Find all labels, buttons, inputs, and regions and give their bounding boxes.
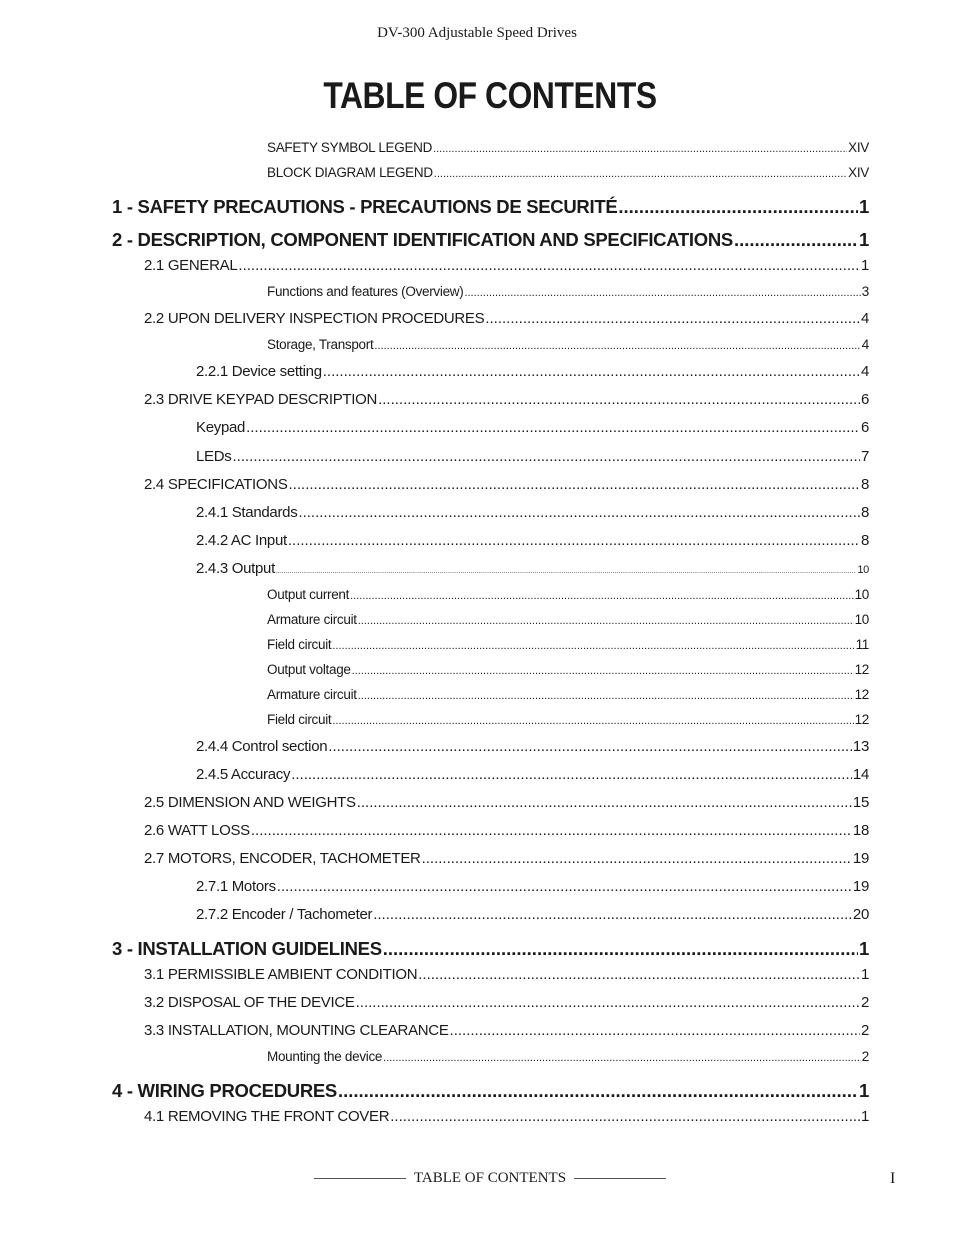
toc-entry[interactable]: SAFETY SYMBOL LEGEND ..... XIV: [267, 140, 869, 155]
toc-entry[interactable]: Field circuit ..... 12: [267, 712, 869, 727]
toc-entry[interactable]: 4.1 REMOVING THE FRONT COVER ..... 1: [144, 1108, 869, 1125]
toc-entry[interactable]: Armature circuit ..... 12: [267, 687, 869, 702]
toc-entry[interactable]: 2.7 MOTORS, ENCODER, TACHOMETER ..... 19: [144, 850, 869, 867]
toc-entry[interactable]: 2.1 GENERAL ..... 1: [144, 257, 869, 274]
toc-entry[interactable]: 2.7.2 Encoder / Tachometer ..... 20: [196, 906, 869, 923]
toc-entry[interactable]: Armature circuit ..... 10: [267, 612, 869, 627]
toc-entry[interactable]: 2.2 UPON DELIVERY INSPECTION PROCEDURES ..... 4: [144, 310, 869, 327]
toc-entry[interactable]: Output voltage ..... 12: [267, 662, 869, 677]
toc-entry[interactable]: BLOCK DIAGRAM LEGEND ..... XIV: [267, 165, 869, 180]
toc-entry[interactable]: Output current ..... 10: [267, 587, 869, 602]
footer-title: TABLE OF CONTENTS: [413, 1170, 567, 1186]
toc-entry[interactable]: Mounting the device ..... 2: [267, 1049, 869, 1064]
toc-entry[interactable]: Keypad ..... 6: [196, 419, 869, 436]
toc-entry[interactable]: 2.4 SPECIFICATIONS ..... 8: [144, 476, 869, 493]
toc-entry[interactable]: Field circuit ..... 11: [267, 637, 869, 652]
running-footer: [0, 1170, 954, 1187]
toc-entry[interactable]: 2.4.2 AC Input ..... 8: [196, 532, 869, 549]
running-header: DV-300 Adjustable Speed Drives: [377, 25, 577, 41]
footer-rule-left: [314, 1178, 406, 1179]
footer-rule-right: [574, 1178, 666, 1179]
page-number: I: [890, 1170, 896, 1187]
toc-entry[interactable]: Functions and features (Overview) ..... 3: [267, 284, 869, 299]
page-title: TABLE OF CONTENTS: [323, 75, 657, 116]
toc-entry[interactable]: LEDs ..... 7: [196, 448, 869, 465]
toc-entry[interactable]: 3.1 PERMISSIBLE AMBIENT CONDITION ..... 1: [144, 966, 869, 983]
toc-entry[interactable]: 2.4.4 Control section ..... 13: [196, 738, 869, 755]
toc-chapter[interactable]: 1 - SAFETY PRECAUTIONS - PRECAUTIONS DE SECURITÉ ..... 1: [112, 196, 869, 218]
toc-entry[interactable]: 2.5 DIMENSION AND WEIGHTS ..... 15: [144, 794, 869, 811]
toc-entry[interactable]: 2.4.5 Accuracy ..... 14: [196, 766, 869, 783]
toc-entry[interactable]: 2.4.3 Output ..... 10: [196, 560, 869, 577]
toc-chapter[interactable]: 3 - INSTALLATION GUIDELINES ..... 1: [112, 938, 869, 960]
toc-entry[interactable]: 3.3 INSTALLATION, MOUNTING CLEARANCE ..... 2: [144, 1022, 869, 1039]
toc-entry[interactable]: 2.4.1 Standards ..... 8: [196, 504, 869, 521]
toc-entry[interactable]: 2.2.1 Device setting ..... 4: [196, 363, 869, 380]
toc-chapter[interactable]: 2 - DESCRIPTION, COMPONENT IDENTIFICATION AND SPECIFICATIONS ..... 1: [112, 229, 869, 251]
toc-entry[interactable]: 3.2 DISPOSAL OF THE DEVICE ..... 2: [144, 994, 869, 1011]
toc-entry[interactable]: Storage, Transport ..... 4: [267, 337, 869, 352]
toc-entry[interactable]: 2.6 WATT LOSS ..... 18: [144, 822, 869, 839]
toc-entry[interactable]: 2.7.1 Motors ..... 19: [196, 878, 869, 895]
toc-chapter[interactable]: 4 - WIRING PROCEDURES ..... 1: [112, 1080, 869, 1102]
toc-entry[interactable]: 2.3 DRIVE KEYPAD DESCRIPTION ..... 6: [144, 391, 869, 408]
